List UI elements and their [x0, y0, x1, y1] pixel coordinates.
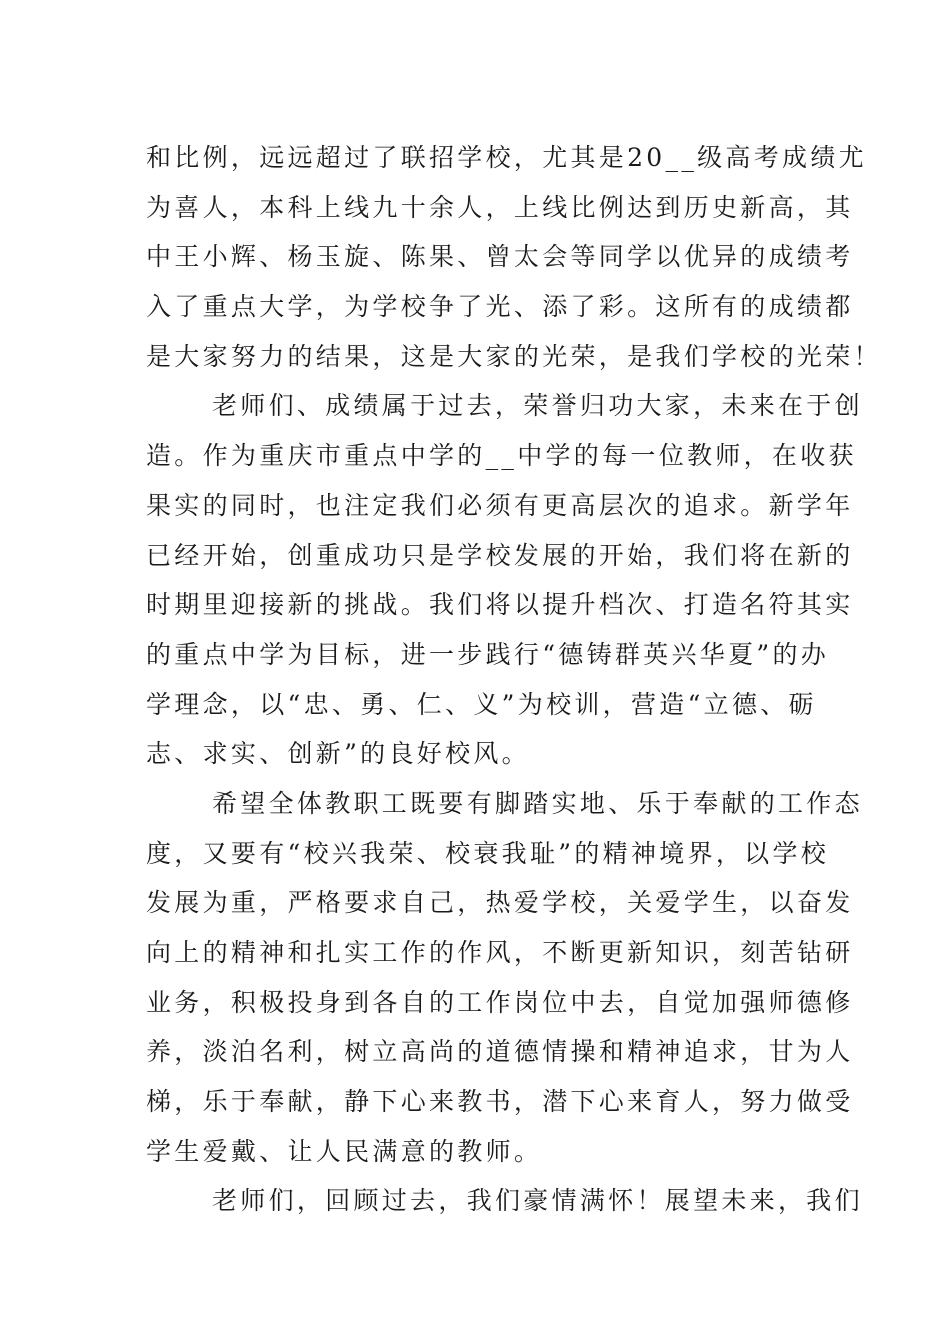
text-line: 是大家努力的结果，这是大家的光荣，是我们学校的光荣！ — [146, 341, 882, 371]
text-line: 养，淡泊名利，树立高尚的道德情操和精神追求，甘为人 — [146, 1037, 854, 1067]
text-line: 希望全体教职工既要有脚踏实地、乐于奉献的工作态 — [212, 788, 863, 818]
text-line: 的重点中学为目标，进一步践行“德铸群英兴华夏”的办 — [146, 639, 830, 669]
text-line: 梯，乐于奉献，静下心来教书，潜下心来育人，努力做受 — [146, 1087, 854, 1117]
text-line: 发展为重，严格要求自己，热爱学校，关爱学生，以奋发 — [146, 888, 854, 918]
text-line: 向上的精神和扎实工作的作风，不断更新知识，刻苦钻研 — [146, 938, 854, 967]
text-line: 果实的同时，也注定我们必须有更高层次的追求。新学年 — [146, 490, 854, 520]
text-line: 老师们，回顾过去，我们豪情满怀！展望未来，我们 — [212, 1186, 863, 1216]
paragraph-1 — [146, 133, 882, 381]
text-line: 度，又要有“校兴我荣、校衰我耻”的精神境界，以学校 — [146, 838, 830, 868]
paragraph-3 — [146, 779, 863, 1177]
text-line: 入了重点大学，为学校争了光、添了彩。这所有的成绩都 — [146, 292, 854, 322]
text-line: 志、求实、创新”的良好校风。 — [146, 739, 530, 769]
text-line: 造。作为重庆市重点中学的__中学的每一位教师，在收获 — [146, 441, 857, 471]
text-line: 时期里迎接新的挑战。我们将以提升档次、打造名符其实 — [146, 590, 854, 620]
paragraph-4 — [146, 1176, 863, 1226]
text-line: 业务，积极投身到各自的工作岗位中去，自觉加强师德修 — [146, 987, 854, 1017]
text-line: 学理念，以“忠、勇、仁、义”为校训，营造“立德、砺 — [146, 689, 817, 719]
document-body — [146, 133, 882, 1226]
text-line: 老师们、成绩属于过去，荣誉归功大家，未来在于创 — [212, 391, 863, 421]
text-line: 已经开始，创重成功只是学校发展的开始，我们将在新的 — [146, 540, 854, 570]
text-line: 中王小辉、杨玉旋、陈果、曾太会等同学以优异的成绩考 — [146, 242, 854, 272]
text-line: 学生爱戴、让人民满意的教师。 — [146, 1136, 543, 1166]
text-line: 为喜人，本科上线九十余人，上线比例达到历史新高，其 — [146, 192, 854, 222]
paragraph-2 — [146, 381, 863, 779]
text-line: 和比例，远远超过了联招学校，尤其是20__级高考成绩尤 — [146, 143, 867, 172]
